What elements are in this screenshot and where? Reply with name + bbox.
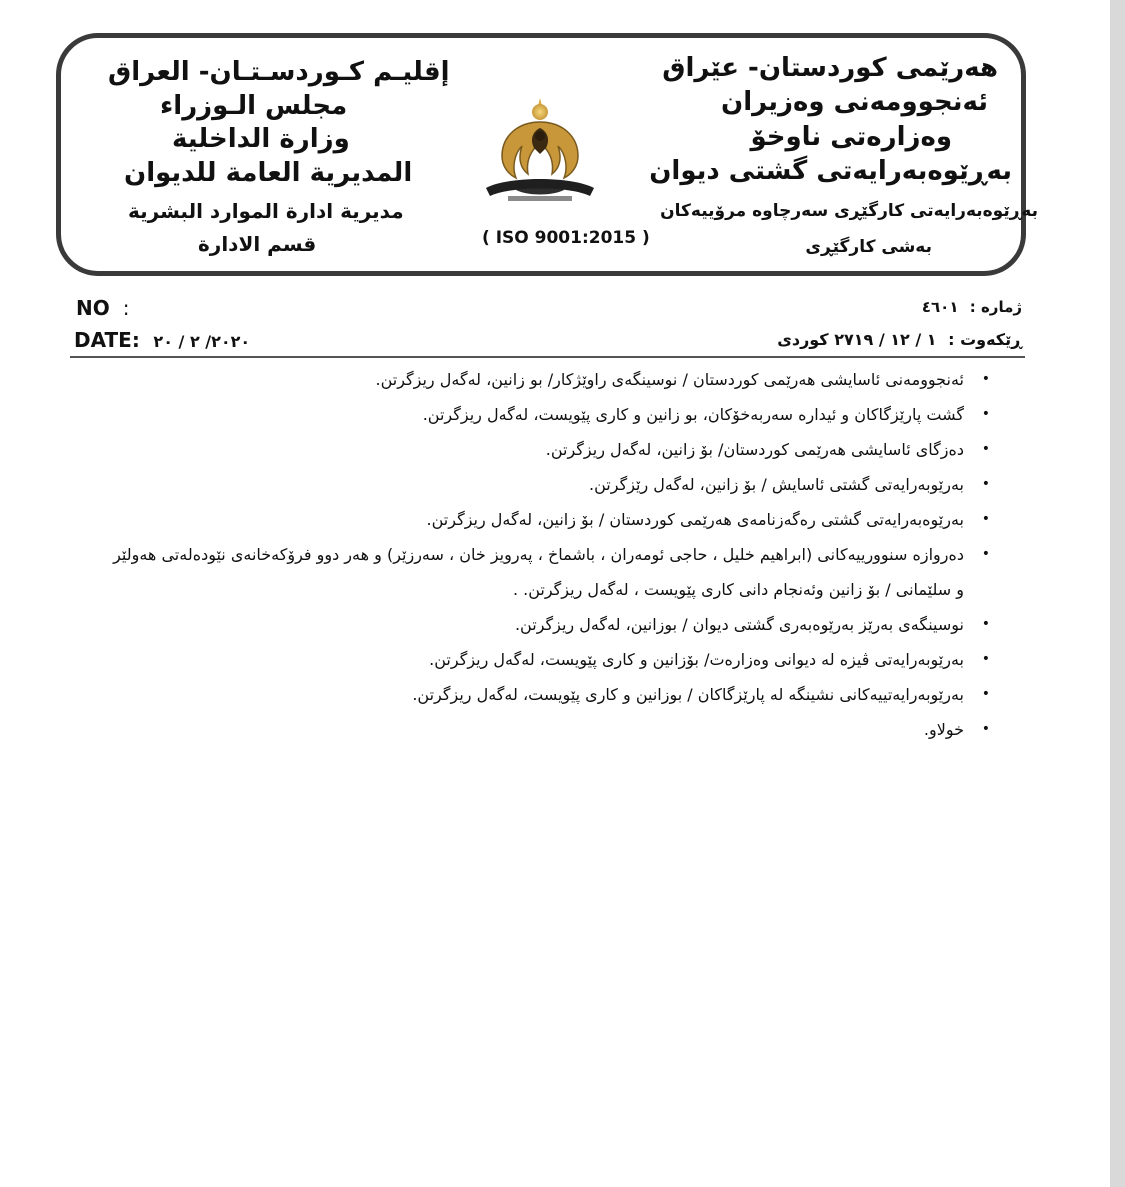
kurdistan-emblem-icon xyxy=(478,92,603,207)
arabic-ministry: وزارة الداخلية xyxy=(172,124,350,154)
list-item xyxy=(110,467,990,502)
arabic-region: إقليـم كـوردسـتـان- العراق xyxy=(108,57,450,87)
arabic-council: مجلس الـوزراء xyxy=(160,91,348,121)
list-item-text: بەرێوبەرایەتی ڤیزە لە دیوانی وەزارەت/ بۆزانین و کاری پێویست، لەگەل ریزگرتن. xyxy=(429,650,964,669)
kurdish-date-value: ١ / ١٢ / ٢٧١٩ کوردی xyxy=(777,330,937,349)
date-label: DATE: xyxy=(74,328,140,352)
list-item-text: بەرێوەبەرایەتی گشتی رەگەزنامەی هەرێمی کوردستان / بۆ زانین، لەگەل ریزگرتن. xyxy=(426,510,964,529)
arabic-hr-directorate: مديرية ادارة الموارد البشرية xyxy=(128,199,404,223)
number-label: ژمارە : xyxy=(969,298,1022,316)
kurdish-council: ئەنجوومەنی وەزیران xyxy=(721,87,988,117)
list-item xyxy=(110,362,990,397)
distribution-list xyxy=(110,362,990,747)
iso-certification: ( ISO 9001:2015 ) xyxy=(482,228,650,248)
list-item-text: نوسینگەی بەرێز بەرێوەبەری گشتی دیوان / بوزانین، لەگەل ریزگرتن. xyxy=(514,615,964,634)
list-item-text: بەرێوبەرایەتییەکانی نشینگە لە پارێزگاکان / بوزانین و کاری پێویست، لەگەل ریزگرتن. xyxy=(412,685,964,704)
kurdish-date-line xyxy=(777,330,1022,349)
list-item-text: بەرێوبەرایەتی گشتی ئاسایش / بۆ زانین، لەگەل رێزگرتن. xyxy=(589,475,964,494)
list-item-text: خولاو. xyxy=(923,720,964,739)
list-item xyxy=(110,502,990,537)
list-item xyxy=(110,677,990,712)
kurdish-date-label: ڕێکەوت : xyxy=(948,330,1022,349)
list-item xyxy=(110,642,990,677)
bullet-icon: • xyxy=(981,686,990,702)
list-item-text: گشت پارێزگاکان و ئیدارە سەربەخۆکان، بو زانین و کاری پێویست، لەگەل ریزگرتن. xyxy=(422,405,964,424)
kurdish-hr-directorate: بەڕێوەبەرایەتی کارگێڕی سەرچاوە مرۆییەکان xyxy=(660,201,1038,221)
list-item xyxy=(110,397,990,432)
no-label xyxy=(76,296,129,320)
list-item-text: دەزگای ئاسایشی هەرێمی کوردستان/ بۆ زانین، لەگەل ریزگرتن. xyxy=(545,440,964,459)
bullet-icon: • xyxy=(981,546,990,562)
header-divider xyxy=(70,356,1025,358)
list-item xyxy=(110,607,990,642)
kurdish-region: هەرێمی کوردستان- عێراق xyxy=(662,53,998,83)
list-item-text: ئەنجوومەنی ئاسایشی هەرێمی کوردستان / نوسینگەی راوێژکار/ بو زانین، لەگەل ریزگرتن. xyxy=(375,370,964,389)
bullet-icon: • xyxy=(981,721,990,737)
no-colon: : xyxy=(122,296,130,320)
bullet-icon: • xyxy=(981,441,990,457)
arabic-section: قسم الادارة xyxy=(198,232,317,256)
bullet-icon: • xyxy=(981,651,990,667)
arabic-directorate: المديرية العامة للديوان xyxy=(124,158,413,188)
date-line xyxy=(74,328,250,352)
bullet-icon: • xyxy=(981,616,990,632)
number-line xyxy=(922,298,1022,316)
kurdish-directorate: بەڕێوەبەرایەتی گشتی دیوان xyxy=(649,156,1012,186)
bullet-icon: • xyxy=(981,406,990,422)
list-item-text: دەروازە سنوورییەکانی (ابراهیم خلیل ، حاجی ئومەران ، باشماخ ، پەرویز خان ، سەرزێر) و هەر دوو فرۆکەخانەی نێودەلەتی هەولێر و سلێمانی / بۆ زانین وئەنجام دانی کاری پێویست ، لەگەل ریزگرتن. . xyxy=(113,545,964,599)
kurdish-ministry: وەزارەتی ناوخۆ xyxy=(750,122,952,152)
date-value: ٢٠٢٠/ ٢ / ٢٠ xyxy=(153,332,251,351)
kurdish-section: بەشی کارگێڕی xyxy=(805,237,932,257)
list-item xyxy=(110,537,990,607)
viewer-edge xyxy=(1110,0,1125,1187)
list-item xyxy=(110,712,990,747)
bullet-icon: • xyxy=(981,371,990,387)
bullet-icon: • xyxy=(981,476,990,492)
no-label-text: NO xyxy=(76,296,110,320)
list-item xyxy=(110,432,990,467)
bullet-icon: • xyxy=(981,511,990,527)
number-value: ٤٦٠١ xyxy=(921,298,959,316)
